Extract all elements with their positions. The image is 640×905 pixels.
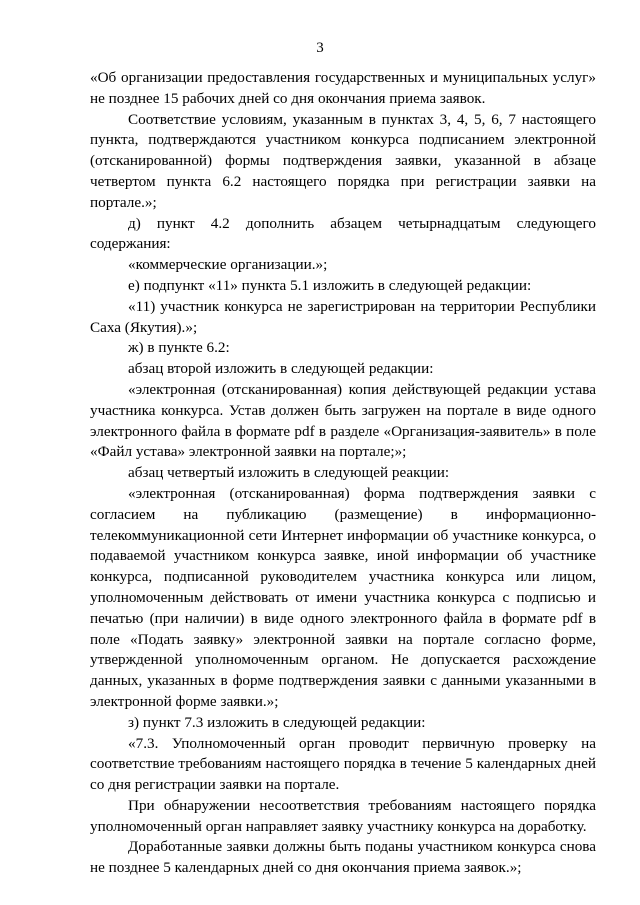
paragraph-7: ж) в пункте 6.2: bbox=[128, 339, 230, 357]
paragraph-6: «11) участник конкурса не зарегистрирован на территории Республики Саха (Якутия).»; bbox=[90, 297, 596, 336]
paragraph-13: «7.3. Уполномоченный орган проводит первичную проверку на соответствие требованиям настоящего порядка в течение 5 календарных дней со дня регистрации заявки на портале. bbox=[90, 734, 596, 794]
paragraph-9: «электронная (отсканированная) копия действующей редакции устава участника конкурса. Устав должен быть загружен на портале в виде одного электронного файла в формате pdf в разделе «Организация-заявитель» в поле «Файл устава» электронной заявки на портале;»; bbox=[90, 380, 596, 461]
paragraph-10: абзац четвертый изложить в следующей реакции: bbox=[128, 464, 450, 482]
paragraph-5: е) подпункт «11» пункта 5.1 изложить в следующей редакции: bbox=[128, 276, 532, 294]
page-number: 3 bbox=[316, 40, 324, 56]
document-body bbox=[90, 68, 596, 879]
paragraph-14: При обнаружении несоответствия требованиям настоящего порядка уполномоченный орган направляет заявку участнику конкурса на доработку. bbox=[90, 796, 596, 835]
paragraph-4: «коммерческие организации.»; bbox=[128, 256, 328, 274]
paragraph-1: «Об организации предоставления государственных и муниципальных услуг» не позднее 15 рабочих дней со дня окончания приема заявок. bbox=[90, 69, 596, 107]
paragraph-15: Доработанные заявки должны быть поданы участником конкурса снова не позднее 5 календарных дней со дня окончания приема заявок.»; bbox=[90, 838, 596, 877]
paragraph-2: Соответствие условиям, указанным в пунктах 3, 4, 5, 6, 7 настоящего пункта, подтверждаются участником конкурса подписанием электронной (отсканированной) формы подтверждения заявки, указанной в абзаце четвертом пункта 6.2 настоящего порядка при регистрации заявки на портале.»; bbox=[90, 110, 596, 211]
paragraph-8: абзац второй изложить в следующей редакции: bbox=[128, 360, 434, 378]
paragraph-12: з) пункт 7.3 изложить в следующей редакции: bbox=[128, 713, 426, 731]
paragraph-3: д) пункт 4.2 дополнить абзацем четырнадцатым следующего содержания: bbox=[90, 214, 596, 253]
paragraph-11: «электронная (отсканированная) форма подтверждения заявки с согласием на публикацию (размещение) в информационно-телекоммуникационной сети Интернет информации об участнике конкурса, о подаваемой участником конкурса заявке, иной информации об участнике конкурса, подписанной руководителем участника конкурса или лицом, уполномоченным действовать от имени участника конкурса с подписью и печатью (при наличии) в виде одного электронного файла в формате pdf в поле «Подать заявку» электронной заявки на портале согласно форме, утвержденной уполномоченным органом. Не допускается расхождение данных, указанных в форме подтверждения заявки с данными указанными в электронной форме заявки.»; bbox=[90, 484, 596, 710]
